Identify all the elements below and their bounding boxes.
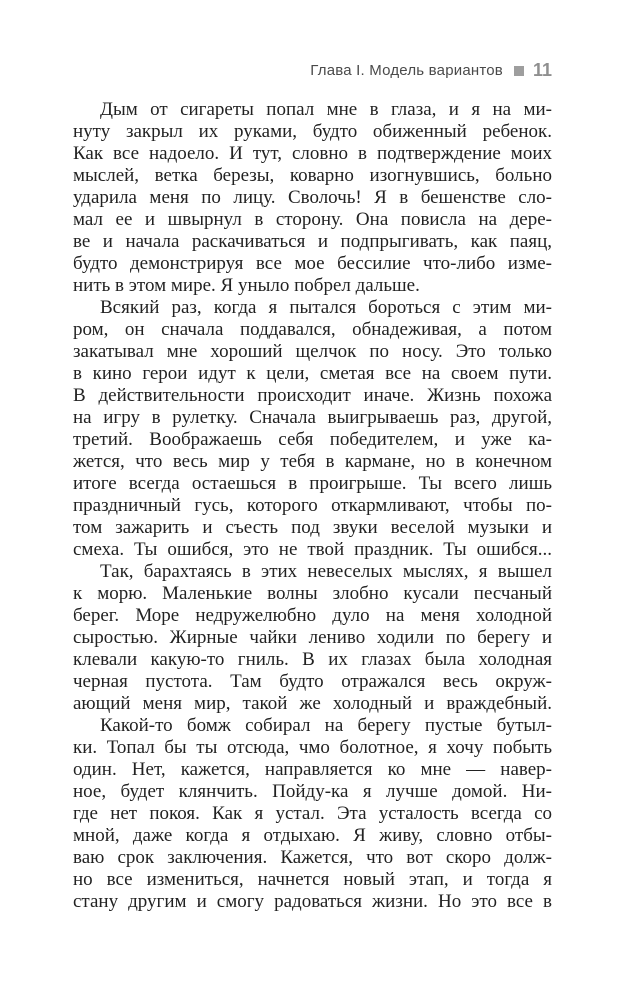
text-line: но все измениться, начнется новый этап, и тогда я xyxy=(73,869,552,890)
text-line: черная пустота. Там будто отражался весь окруж- xyxy=(73,671,552,692)
text-line: мал ее и швырнул в сторону. Она повисла на дере- xyxy=(73,209,552,230)
text-line: мной, даже когда я отдыхаю. Я живу, словно отбы- xyxy=(73,825,552,846)
text-line: итоге всегда остаешься в проигрыше. Ты всего лишь xyxy=(73,473,552,494)
text-line: берег. Море недружелюбно дуло на меня холодной xyxy=(73,605,552,626)
text-line: В действительности происходит иначе. Жизнь похожа xyxy=(73,385,552,406)
text-line: ающий меня мир, такой же холодный и враждебный. xyxy=(73,693,552,714)
text-line: Как все надоело. И тут, словно в подтверждение моих xyxy=(73,143,552,164)
text-line: смеха. Ты ошибся, это не твой праздник. Ты ошибся... xyxy=(73,539,552,560)
text-line: закатывал мне хороший щелчок по носу. Это только xyxy=(73,341,552,362)
text-line: праздничный гусь, которого откармливают, чтобы по- xyxy=(73,495,552,516)
text-line: Дым от сигареты попал мне в глаза, и я на ми- xyxy=(100,99,552,120)
text-line: один. Нет, кажется, направляется ко мне — навер- xyxy=(73,759,552,780)
text-line: Всякий раз, когда я пытался бороться с этим ми- xyxy=(100,297,552,318)
text-line: где нет покоя. Как я устал. Эта усталость всегда со xyxy=(73,803,552,824)
body-text xyxy=(73,99,552,913)
paragraph xyxy=(73,715,552,913)
text-line: ром, он сначала поддавался, обнадеживая, а потом xyxy=(73,319,552,340)
text-line: нить в этом мире. Я уныло побрел дальше. xyxy=(73,275,420,296)
text-line: на игру в рулетку. Сначала выигрываешь раз, другой, xyxy=(73,407,552,428)
running-head xyxy=(310,60,552,81)
separator-square-icon xyxy=(514,66,524,76)
text-line: клевали какую-то гниль. В их глазах была холодная xyxy=(73,649,552,670)
paragraph xyxy=(73,561,552,715)
paragraph xyxy=(73,297,552,561)
chapter-title: Глава I. Модель вариантов xyxy=(310,62,503,79)
text-line: Так, барахтаясь в этих невеселых мыслях, я вышел xyxy=(100,561,552,582)
text-line: Какой-то бомж собирал на берегу пустые бутыл- xyxy=(100,715,552,736)
paragraph xyxy=(73,99,552,297)
text-line: ударила меня по лицу. Сволочь! Я в бешенстве сло- xyxy=(73,187,552,208)
text-line: ки. Топал бы ты отсюда, чмо болотное, я хочу побыть xyxy=(73,737,552,758)
text-line: нуту закрыл их руками, будто обиженный ребенок. xyxy=(73,121,552,142)
text-line: ное, будет клянчить. Пойду-ка я лучше домой. Ни- xyxy=(73,781,552,802)
text-line: сыростью. Жирные чайки лениво ходили по берегу и xyxy=(73,627,552,648)
page-number: 11 xyxy=(532,60,552,80)
text-line: третий. Воображаешь себя победителем, и уже ка- xyxy=(73,429,552,450)
text-line: будто демонстрируя все мое бессилие что-либо изме- xyxy=(73,253,552,274)
text-line: ве и начала раскачиваться и подпрыгивать, как паяц, xyxy=(73,231,552,252)
text-line: жется, что весь мир у тебя в кармане, но в конечном xyxy=(73,451,552,472)
text-line: мыслей, ветка березы, коварно изогнувшись, больно xyxy=(73,165,552,186)
text-line: к морю. Маленькие волны злобно кусали песчаный xyxy=(73,583,552,604)
text-line: в кино герои идут к цели, сметая все на своем пути. xyxy=(73,363,552,384)
text-line: стану другим и смогу радоваться жизни. Но это все в xyxy=(73,891,552,912)
text-line: ваю срок заключения. Кажется, что вот скоро долж- xyxy=(73,847,552,868)
text-line: том зажарить и съесть под звуки веселой музыки и xyxy=(73,517,552,538)
